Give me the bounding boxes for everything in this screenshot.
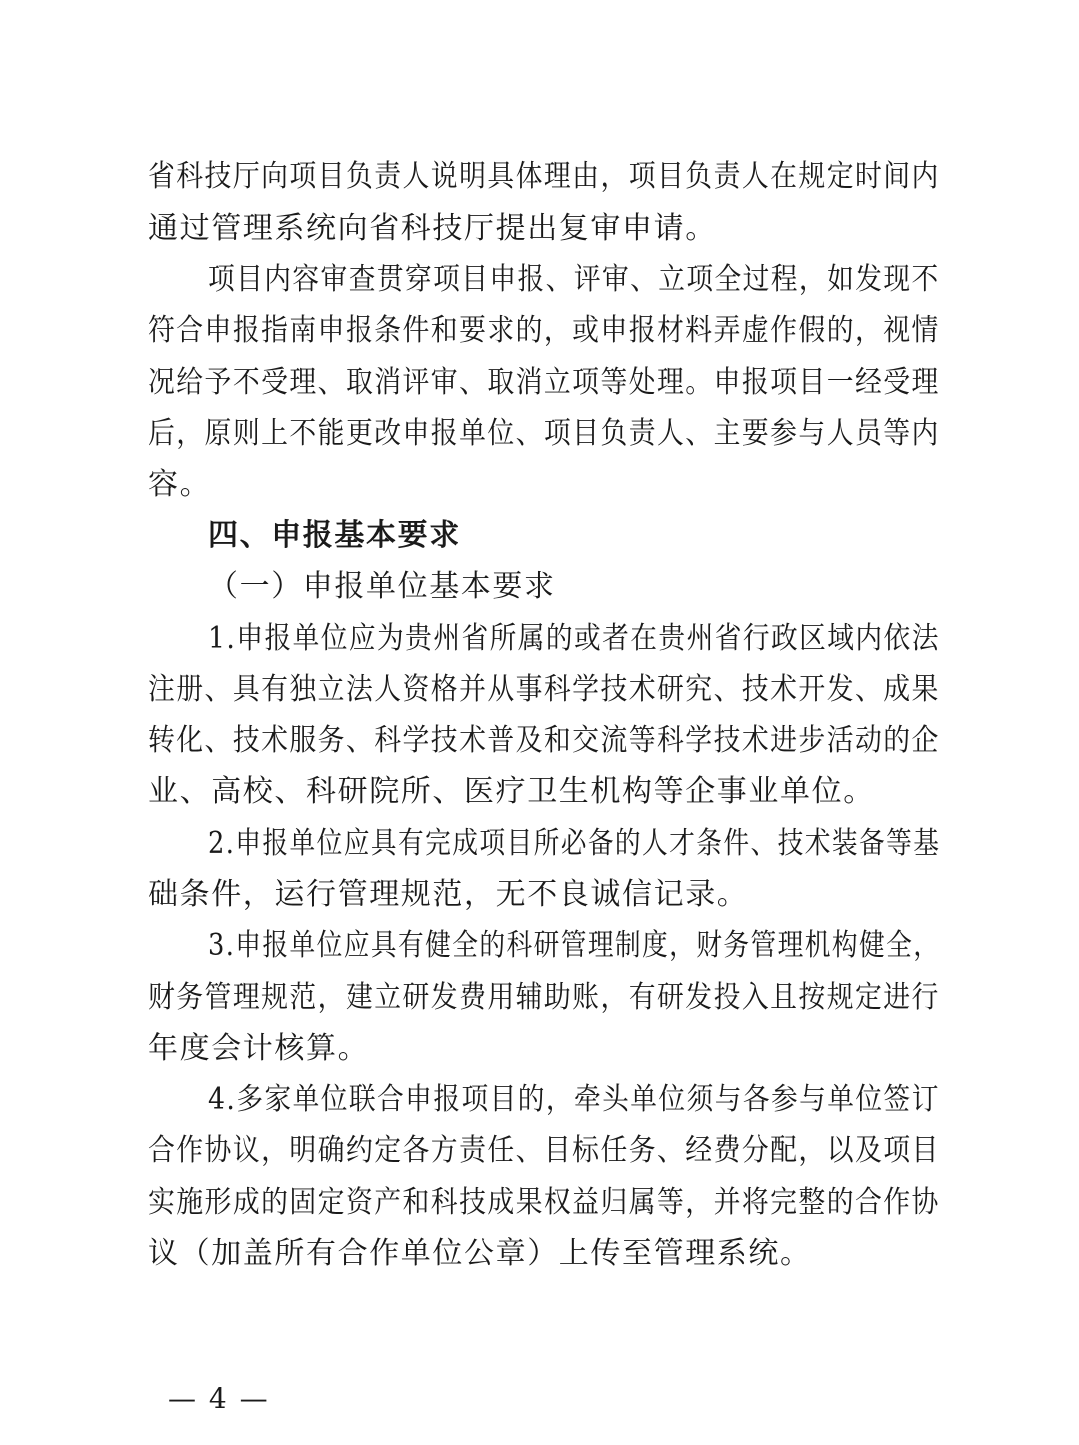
body-line: 础条件，运行管理规范，无不良诚信记录。: [148, 877, 749, 912]
body-line: 后，原则上不能更改申报单位、项目负责人、主要参与人员等内: [148, 416, 940, 451]
body-line: 符合申报指南申报条件和要求的，或申报材料弄虚作假的，视情: [148, 313, 940, 348]
body-line: 实施形成的固定资产和科技成果权益归属等，并将完整的合作协: [148, 1185, 940, 1220]
paragraph-first-line: 项目内容审查贯穿项目申报、评审、立项全过程，如发现不: [208, 262, 940, 297]
body-line: 通过管理系统向省科技厅提出复审申请。: [148, 211, 717, 246]
body-line: 注册、具有独立法人资格并从事科学技术研究、技术开发、成果: [148, 672, 940, 707]
page-number: — 4 —: [168, 1382, 270, 1415]
body-line: 合作协议，明确约定各方责任、目标任务、经费分配，以及项目: [148, 1133, 940, 1168]
paragraph-first-line: 4.多家单位联合申报项目的，牵头单位须与各参与单位签订: [208, 1082, 940, 1117]
body-line: 业、高校、科研院所、医疗卫生机构等企事业单位。: [148, 774, 875, 809]
paragraph-first-line: 1.申报单位应为贵州省所属的或者在贵州省行政区域内依法: [208, 621, 940, 656]
section-heading: 四、申报基本要求: [208, 518, 461, 553]
body-line: 容。: [148, 467, 212, 502]
body-line: 议（加盖所有合作单位公章）上传至管理系统。: [148, 1236, 812, 1271]
subsection-heading: （一）申报单位基本要求: [208, 569, 556, 604]
body-line: 况给予不受理、取消评审、取消立项等处理。申报项目一经受理: [148, 365, 940, 400]
body-line: 省科技厅向项目负责人说明具体理由，项目负责人在规定时间内: [148, 159, 940, 194]
paragraph-first-line: 3.申报单位应具有健全的科研管理制度，财务管理机构健全，: [208, 928, 941, 963]
paragraph-first-line: 2.申报单位应具有完成项目所必备的人才条件、技术装备等基: [208, 826, 941, 861]
body-line: 年度会计核算。: [148, 1031, 370, 1066]
body-line: 财务管理规范，建立研发费用辅助账，有研发投入且按规定进行: [148, 980, 940, 1015]
body-line: 转化、技术服务、科学技术普及和交流等科学技术进步活动的企: [148, 723, 940, 758]
